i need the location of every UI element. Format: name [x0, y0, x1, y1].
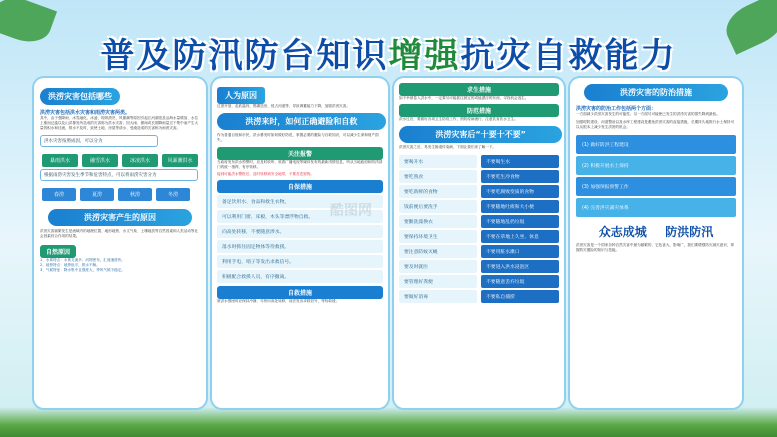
right-panel	[570, 78, 742, 408]
do-item: 要做好消毒	[399, 290, 477, 303]
dont-item: 不要进入洪水浸泡区	[481, 260, 559, 273]
flood-type: 冰凌洪水	[122, 154, 158, 167]
section-header-causes: 洪涝灾害产生的原因	[48, 209, 192, 226]
season-type: 夏涝	[80, 188, 114, 201]
do-item: 要喝开水	[399, 155, 477, 168]
dont-item: 不要在草地上久坐、休息	[481, 230, 559, 243]
section-header-escape: 洪涝来时，如何正确避险和自救	[217, 113, 386, 130]
flood-types	[40, 147, 200, 169]
do-item: 要注意防蚊灭蝇	[399, 245, 477, 258]
alert-label: 关注报警	[217, 147, 383, 160]
self-protection-item: 利用手电、哨子等发出求救信号。	[217, 255, 383, 268]
season-title: 根据雨涝灾害发生季节和危害特点，可以将雨涝灾害分为	[40, 169, 198, 181]
middle-panel	[212, 78, 388, 408]
dont-item: 不要吃腐败变质的食物	[481, 185, 559, 198]
human-causes-text: 过度开垦、乱砍滥伐、围湖造田、侵占河道等，导致调蓄能力下降，加剧洪涝灾害。	[217, 104, 350, 108]
types-text: 其中，由于强降雨、冰雪融化、冰凌、堤坝溃决、风暴潮等原因引起江河湖泊及沿海水量增加、水位上涨而泛滥以及山洪暴发所造成的灾害称为洪水灾害；因大雨、暴雨或长期降雨量过于集中而产生大量的积水和径流，排水不及时，致使土地、房屋等渍水、受淹造成的灾害称为雨涝灾害。	[40, 116, 199, 131]
dont-item: 不要喝生水	[481, 155, 559, 168]
self-protection-item: 可以利用门窗、床板、木头等漂浮物自救。	[217, 210, 383, 223]
prevention-detail: 加强堤防建设、河道整治以及水库工程建设是避免洪涝灾害的直接措施，长期持久地推行水土保持可以从根本上减少发生洪涝的机会。	[576, 120, 735, 130]
right-middle-panel	[394, 78, 564, 408]
types-label: 洪涝灾害包括洪水灾害和雨涝灾害两类。	[40, 110, 131, 116]
self-protection-item: 备足饮用水、食品和救生衣物。	[217, 195, 383, 208]
season-type: 春涝	[42, 188, 76, 201]
survival-text: 如不幸被卷入洪水中，一定要尽可能抓住固定的或能漂浮的东西，寻找机会逃生。	[399, 96, 529, 100]
measure-box: (3) 加强预报预警工作	[576, 177, 736, 196]
donts-list	[481, 153, 559, 305]
escape-intro: 作为普通百姓和市民，洪水暴发时如何做好防范，掌握必要的避险与自救知识，可以减少生命和财产损失。	[217, 133, 379, 143]
dont-item: 不要私自捕捞	[481, 290, 559, 303]
self-protection-item: 向高处转移，不要随意涉水。	[217, 225, 383, 238]
left-panel	[34, 78, 206, 408]
slogan-part: 防洪防汛	[665, 224, 714, 239]
self-protection-item: 落水时抓住固定物体等待救援。	[217, 240, 383, 253]
do-item: 要保持环境卫生	[399, 230, 477, 243]
dont-item: 不要随意丢弃垃圾	[481, 275, 559, 288]
flood-type: 风暴潮洪水	[162, 154, 198, 167]
dont-item: 不要随地乱扔垃圾	[481, 215, 559, 228]
prevention-aspects: 一方面减少洪涝灾害发生的可能性；另一方面尽可能使已发生的洪涝灾害的损失降到最低。	[576, 112, 720, 116]
natural-cause-item: 1、水系特点：水系支流多、河网密布，汇流速度快。	[40, 258, 125, 263]
dos-donts-intro: 洪涝灾害之后，易发生肠道传染病，下面让我们来了解一下。	[399, 145, 497, 150]
self-protection-item: 积极配合救援人员，有序撤离。	[217, 270, 383, 283]
flood-type: 暴雨洪水	[42, 154, 78, 167]
season-type: 冬涝	[156, 188, 190, 201]
dont-item: 不要随地吐痰和大小便	[481, 200, 559, 213]
prevention-intro: 洪涝灾害的防治工作包括两个方面：	[576, 106, 657, 112]
measure-box: (1) 做好防洪工程建设	[576, 135, 736, 154]
section-header-dos-donts: 洪涝灾害后“十要十不要”	[399, 126, 562, 143]
self-protection-label: 自保措施	[217, 180, 383, 193]
watermark: 酷图网	[330, 203, 372, 219]
prevention-text: 洪水过后，要做好各项卫生防疫工作，预防疫病流行，注意饮食饮水卫生。	[399, 117, 518, 122]
grass-strip	[0, 407, 777, 437]
dont-item: 不要吃生冷食物	[481, 170, 559, 183]
alert-text: 当政府发布洪水预警时，应及时收听、收看广播电视等媒体发布的最新汛情信息，听从当地政府和防汛部门的统一指挥，有序转移。	[217, 159, 383, 169]
dos-list	[399, 153, 477, 305]
flood-cause-title: 洪水灾害按照成因，可以分为	[40, 135, 158, 147]
causes-text: 洪涝灾害频繁发生是流域内的地理位置、地形地势、水文气象、土壤地质等自然因素和人类活动等社会因素综合作用的结果。	[40, 228, 199, 238]
do-item: 要管理好粪便	[399, 275, 477, 288]
prevention-label: 防范措施	[399, 104, 559, 117]
survival-label: 求生措施	[399, 83, 559, 96]
dos-donts-grid	[399, 153, 559, 305]
season-types	[40, 181, 200, 203]
dont-item: 不要用脏水漱口	[481, 245, 559, 258]
do-item: 饭前便后要洗手	[399, 200, 477, 213]
measure-box: (4) 完善洪灾减灾体系	[576, 198, 736, 217]
section-header-prevention: 洪涝灾害的防治措施	[584, 84, 728, 101]
flood-type: 融雪洪水	[82, 154, 118, 167]
slogan-part: 众志成城	[598, 224, 647, 239]
closing-text: 洪涝灾害是一个国家各种自然灾害中最为频繁的，它危害大，影响广，我们要增强防灾减灾意识，掌握防灾避险的知识与技能。	[576, 242, 735, 252]
do-item: 要吃熟食	[399, 170, 477, 183]
do-item: 要吃新鲜的食物	[399, 185, 477, 198]
rescue-text: 被洪水围困时应保持冷静，尽快向高处转移，设法发出求救信号，等待救援。	[217, 299, 340, 304]
natural-causes-label: 自然原因	[40, 245, 76, 258]
page-title: 普及防汛防台知识增强抗灾自救能力	[100, 36, 677, 76]
do-item: 要勤洗澡换衣	[399, 215, 477, 228]
rescue-label: 自救措施	[217, 286, 383, 299]
natural-cause-item: 2、地势特点：地势低平，排水不畅。	[40, 263, 100, 268]
measure-box: (2) 积极开展水土保持	[576, 156, 736, 175]
section-header-types: 洪涝灾害包括哪些	[40, 88, 120, 105]
warning-text: 接到可能洪水警报后，及时转移到安全地带，不要贪恋财物。	[217, 172, 315, 177]
natural-cause-item: 3、气候特征：降水集中且强度大，季风气候不稳定。	[40, 268, 125, 273]
do-item: 要及时就医	[399, 260, 477, 273]
human-causes-label: 人为原因	[217, 87, 265, 104]
slogan	[576, 223, 736, 240]
season-type: 秋涝	[118, 188, 152, 201]
